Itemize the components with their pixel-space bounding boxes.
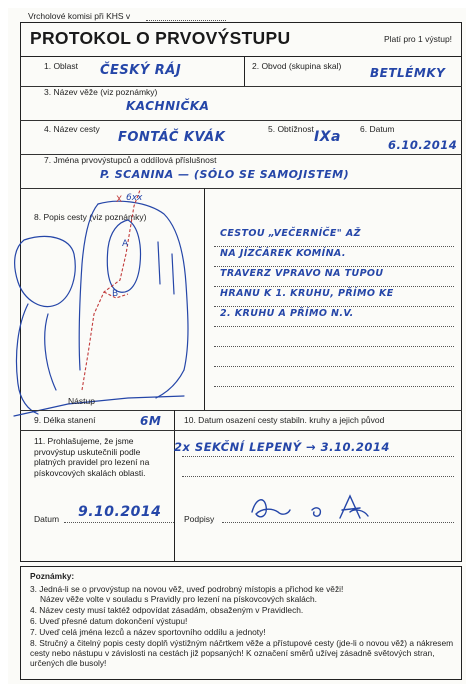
f8-line-5: 2. KRUHU A PŘÍMO N.V. <box>220 308 354 319</box>
f8-line-4: HRANU K 1. KRUHU, PŘÍMO KE <box>220 288 394 299</box>
note-item-6: 8. Stručný a čitelný popis cesty doplň výstižným náčrtkem věže a přístupové cesty (jde-li o novou věž) a nákresem cesty nebo nástupu v závislosti na cestách již popsaných! K označení směrů užívej zásadně světových stran, určených dle busoly! <box>30 638 454 668</box>
rule-line <box>214 366 454 367</box>
rule-line <box>214 286 454 287</box>
committee-dots <box>146 20 226 21</box>
note-item-5: 7. Uveď celá jména lezců a název sportovního oddílu a jednoty! <box>30 627 266 637</box>
f2-label: 2. Obvod (skupina skal) <box>252 61 342 71</box>
date-line <box>64 522 174 523</box>
f8-line-3: TRAVERZ VPRAVO NA TUPOU <box>220 268 384 279</box>
f7-value: P. SCANINA — (SÓLO SE SAMOJISTEM) <box>100 168 350 181</box>
f11-declaration: 11. Prohlašujeme, že jsme prvovýstup uskutečnili podle platných pravidel pro lezení na pískovcových skalách oblasti. <box>34 436 150 478</box>
f5-label: 5. Obtížnost <box>268 124 314 134</box>
copies-note: Platí pro 1 výstup! <box>384 34 453 44</box>
row9-line <box>20 430 462 431</box>
f11-sign-label: Podpisy <box>184 514 215 524</box>
f11-date-label: Datum <box>34 514 60 524</box>
f9-value: 6M <box>140 414 162 428</box>
f1-value: ČESKÝ RÁJ <box>100 63 182 78</box>
sketch-ground-label: Nástup <box>68 396 95 406</box>
sketch-label-b: B <box>112 289 119 299</box>
sketch-top-mark: 6xx <box>126 193 143 203</box>
protocol-sheet <box>8 8 466 684</box>
f8-line-1: CESTOU „VEČERNÍČE" AŽ <box>220 228 361 239</box>
note-item-4: 6. Uveď přesné datum dokončení výstupu! <box>30 616 188 626</box>
note-item-1: 3. Jedná-li se o prvovýstup na novou věž, uveď podrobný místopis a přichod ke věži! <box>30 584 344 594</box>
sketch-label-a: A <box>122 239 129 249</box>
f11-date-value: 9.10.2014 <box>78 504 162 520</box>
f4-label: 4. Název cesty <box>44 124 100 134</box>
rule-line <box>182 456 454 457</box>
sketch-label-x: X <box>116 195 123 205</box>
rule-line <box>182 476 454 477</box>
note-item-2: Název věže volte v souladu s Pravidly pro lezení na pískovcových skalách. <box>40 594 317 604</box>
rule-line <box>214 346 454 347</box>
note-item-3: 4. Název cesty musí taktéž odpovídat zásadám, obsaženým v Pravidlech. <box>30 605 304 615</box>
row9-divider <box>174 410 175 562</box>
committee-line: Vrcholové komisi při KHS v <box>28 11 131 21</box>
rule-line <box>214 306 454 307</box>
rule-line <box>214 386 454 387</box>
f3-label: 3. Název věže (viz poznámky) <box>44 87 158 97</box>
f10-value: 2x SEKČNÍ LEPENÝ → 3.10.2014 <box>174 440 390 454</box>
row8-line <box>20 410 462 411</box>
f1-label: 1. Oblast <box>44 61 79 71</box>
f6-label: 6. Datum <box>360 124 395 134</box>
signatures <box>242 490 382 526</box>
f4-value: FONTÁČ KVÁK <box>118 130 226 145</box>
f10-label: 10. Datum osazení cesty stabiln. kruhy a jejich původ <box>184 415 385 425</box>
rule-line <box>214 326 454 327</box>
rule-line <box>214 246 454 247</box>
notes-title: Poznámky: <box>30 571 75 581</box>
page-title: PROTOKOL O PRVOVÝSTUPU <box>30 28 291 48</box>
f6-value: 6.10.2014 <box>388 138 458 152</box>
f9-label: 9. Délka stanení <box>34 415 96 425</box>
f8-line-2: NA JÍZČÁREK KOMÍNA. <box>220 248 346 259</box>
row1-divider <box>244 56 245 86</box>
title-divider <box>20 56 462 57</box>
route-sketch <box>8 184 208 420</box>
f7-label: 7. Jména prvovýstupců a oddílová příslušnost <box>44 155 217 165</box>
f3-value: KACHNIČKA <box>126 99 210 113</box>
f8-label: 8. Popis cesty (viz poznámky) <box>34 212 147 222</box>
rule-line <box>214 266 454 267</box>
row3-line <box>20 120 462 121</box>
f2-value: BETLÉMKY <box>370 66 446 80</box>
f5-value: IXa <box>314 129 341 145</box>
